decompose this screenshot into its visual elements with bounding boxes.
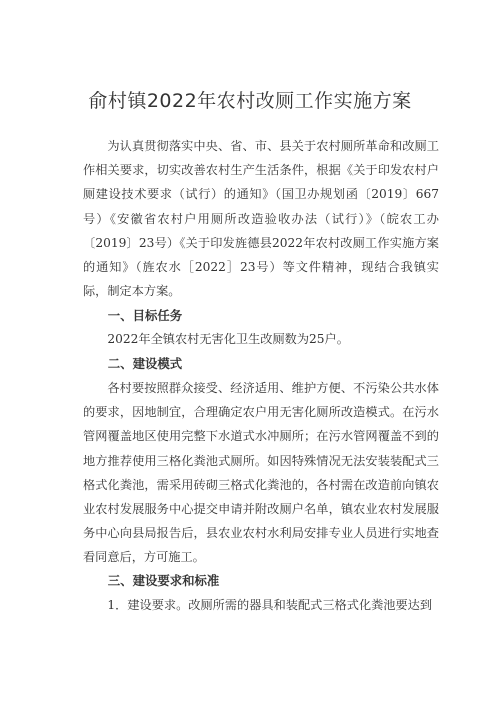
section-paragraph-goals: 2022年全镇农村无害化卫生改厕数为25户。 (107, 332, 349, 346)
section-heading-3-wrap (83, 569, 439, 593)
section-heading-model: 二、建设模式 (107, 356, 183, 371)
section-body-2-wrap (83, 376, 439, 570)
section-body-3-wrap (83, 593, 439, 617)
intro-paragraph: 为认真贯彻落实中央、省、市、县关于农村厕所革命和改厕工作相关要求，切实改善农村生产生活条件，根据《关于印发农村户厕建设技术要求（试行）的通知》（国卫办规划函〔2019〕667号）《安徽省农村户用厕所改造验收办法（试行）》（皖农工办〔2019〕23号）《关于印发旌德县2022年农村改厕工作实施方案的通知》（旌农水［2022］23号）等文件精神，现结合我镇实际，制定本方案。 (83, 139, 439, 299)
section-heading-1-wrap (83, 304, 439, 328)
section-body-1-wrap (83, 327, 439, 351)
section-paragraph-model: 各村要按照群众接受、经济适用、维护方便、不污染公共水体的要求，因地制宜，合理确定农户用无害化厕所改造模式。在污水管网覆盖地区使用完整下水道式水冲厕所；在污水管网覆盖不到的地方推荐使用三格化粪池式厕所。如因特殊情况无法安装装配式三格式化粪池，需采用砖砌三格式化粪池的，各村需在改造前向镇农业农村发展服务中心提交申请并附改厕户名单，镇农业农村发展服务中心向县局报告后，县农业农村水利局安排专业人员进行实地查看同意后，方可施工。 (83, 381, 439, 565)
section-heading-2-wrap (83, 352, 439, 376)
section-paragraph-requirements: 1．建设要求。改厕所需的器具和装配式三格式化粪池要达到 (107, 598, 433, 612)
section-heading-requirements: 三、建设要求和标准 (107, 573, 220, 588)
section-heading-goals: 一、目标任务 (107, 308, 183, 323)
document-title: 俞村镇2022年农村改厕工作实施方案 (88, 90, 412, 112)
intro-section (83, 134, 439, 303)
